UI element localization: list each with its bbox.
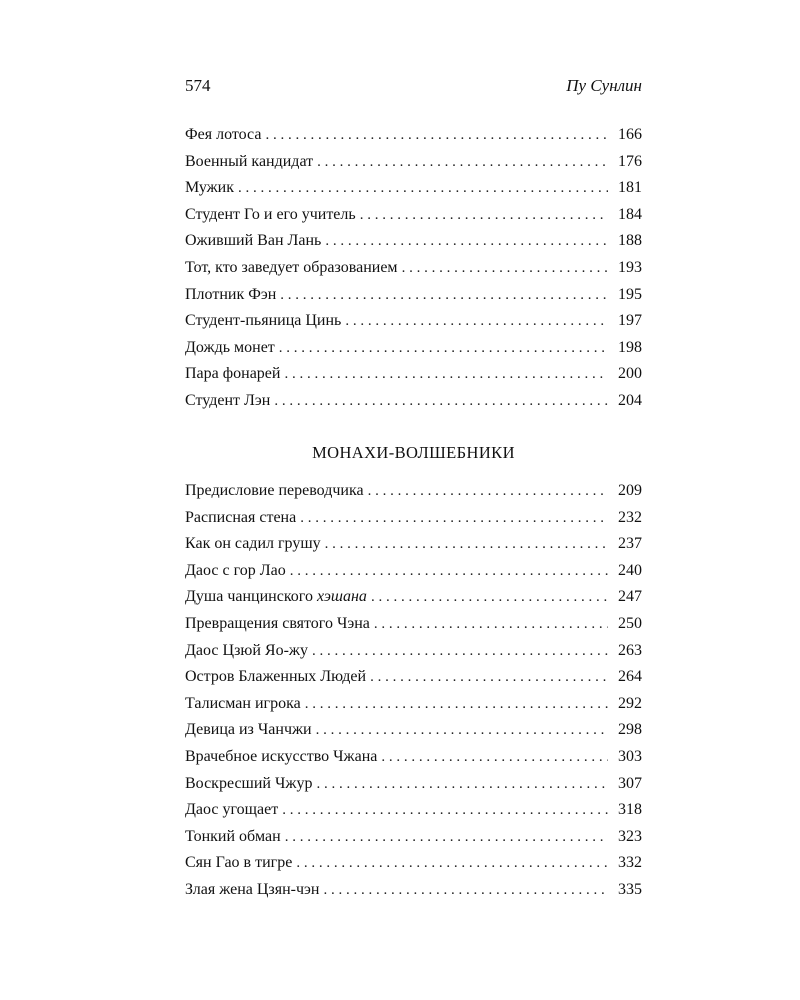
toc-entry-title: Даос Цзюй Яо-жу xyxy=(185,641,308,659)
dot-leader xyxy=(316,771,608,798)
toc-entry xyxy=(185,175,642,202)
dot-leader xyxy=(312,638,608,665)
running-head xyxy=(185,74,642,98)
dot-leader xyxy=(370,664,608,691)
table-of-contents-top xyxy=(185,122,642,415)
dot-leader xyxy=(381,744,608,771)
toc-entry-title: Плотник Фэн xyxy=(185,285,277,303)
toc-entry-title: Расписная стена xyxy=(185,508,297,526)
toc-entry xyxy=(185,717,642,744)
toc-entry-title: Оживший Ван Лань xyxy=(185,232,322,250)
toc-entry xyxy=(185,388,642,415)
toc-entry-page: 303 xyxy=(618,747,642,765)
dot-leader xyxy=(316,717,608,744)
dot-leader xyxy=(325,228,608,255)
toc-entry-title: Мужик xyxy=(185,179,235,197)
toc-entry-title: Студент Лэн xyxy=(185,391,271,409)
dot-leader xyxy=(265,122,608,149)
toc-entry xyxy=(185,255,642,282)
dot-leader xyxy=(282,797,608,824)
toc-entry-page: 247 xyxy=(618,588,642,606)
toc-entry-page: 181 xyxy=(618,179,642,197)
toc-entry-page: 232 xyxy=(618,508,642,526)
toc-entry-page: 176 xyxy=(618,152,642,170)
table-of-contents-section xyxy=(185,478,642,904)
toc-entry-page: 209 xyxy=(618,482,642,499)
toc-entry xyxy=(185,531,642,558)
dot-leader xyxy=(296,850,608,877)
toc-entry xyxy=(185,850,642,877)
toc-entry xyxy=(185,797,642,824)
toc-entry-page: 292 xyxy=(618,694,642,712)
toc-entry xyxy=(185,584,642,611)
toc-entry-page: 264 xyxy=(618,668,642,686)
toc-entry xyxy=(185,202,642,229)
author-name: Пу Сунлин xyxy=(566,76,642,95)
toc-entry-title: Фея лотоса xyxy=(185,126,262,143)
toc-entry-page: 195 xyxy=(618,285,642,303)
dot-leader xyxy=(317,149,608,176)
toc-entry-page: 188 xyxy=(618,232,642,250)
toc-entry xyxy=(185,771,642,798)
toc-entry xyxy=(185,335,642,362)
toc-entry xyxy=(185,308,642,335)
toc-entry xyxy=(185,611,642,638)
toc-entry-title: Талисман игрока xyxy=(185,694,301,712)
dot-leader xyxy=(325,531,608,558)
dot-leader xyxy=(300,505,608,532)
toc-entry-page: 197 xyxy=(618,312,642,330)
toc-entry-title: Студент-пьяница Цинь xyxy=(185,312,342,330)
dot-leader xyxy=(368,478,608,505)
toc-entry-page: 318 xyxy=(618,801,642,819)
dot-leader xyxy=(305,691,608,718)
dot-leader xyxy=(279,335,608,362)
toc-entry-title: Воскресший Чжур xyxy=(185,774,313,792)
toc-entry xyxy=(185,361,642,388)
dot-leader xyxy=(274,388,608,415)
toc-entry-page: 166 xyxy=(618,126,642,143)
dot-leader xyxy=(285,824,608,851)
toc-entry xyxy=(185,824,642,851)
dot-leader xyxy=(280,282,608,309)
toc-entry xyxy=(185,744,642,771)
dot-leader xyxy=(323,877,608,904)
toc-entry-page: 263 xyxy=(618,641,642,659)
toc-entry-title: Даос угощает xyxy=(185,801,279,819)
toc-entry-page: 198 xyxy=(618,338,642,356)
toc-entry xyxy=(185,122,642,149)
dot-leader xyxy=(284,361,608,388)
toc-entry-title: Как он садил грушу xyxy=(185,535,321,553)
toc-entry-page: 193 xyxy=(618,258,642,276)
toc-entry xyxy=(185,505,642,532)
dot-leader xyxy=(290,558,608,585)
toc-entry-page: 335 xyxy=(618,880,642,898)
dot-leader xyxy=(402,255,608,282)
toc-entry xyxy=(185,664,642,691)
toc-entry-page: 200 xyxy=(618,365,642,383)
section-heading: МОНАХИ-ВОЛШЕБНИКИ xyxy=(312,443,515,462)
toc-entry-title-prefix: Душа чанцинского xyxy=(185,588,317,606)
toc-entry-page: 323 xyxy=(618,827,642,845)
toc-entry-title: Военный кандидат xyxy=(185,152,314,170)
dot-leader xyxy=(374,611,608,638)
toc-entry-title: Тонкий обман xyxy=(185,827,281,845)
dot-leader xyxy=(371,584,608,611)
toc-entry-title xyxy=(185,584,371,611)
toc-entry xyxy=(185,149,642,176)
toc-entry-page: 204 xyxy=(618,391,642,409)
dot-leader xyxy=(345,308,608,335)
toc-entry-page: 250 xyxy=(618,614,642,632)
toc-entry-title: Пара фонарей xyxy=(185,365,281,383)
toc-entry-title: Дождь монет xyxy=(185,338,275,356)
toc-entry-title: Врачебное искусство Чжана xyxy=(185,747,378,765)
toc-entry-title-italic: хэшана xyxy=(316,588,367,606)
toc-entry xyxy=(185,877,642,904)
toc-entry xyxy=(185,691,642,718)
toc-entry-page: 240 xyxy=(618,561,642,579)
toc-entry xyxy=(185,282,642,309)
toc-entry-title: Студент Го и его учитель xyxy=(185,205,356,223)
toc-entry-title: Тот, кто заведует образованием xyxy=(185,258,398,276)
dot-leader xyxy=(360,202,608,229)
toc-entry-page: 307 xyxy=(618,774,642,792)
toc-entry-title: Превращения святого Чэна xyxy=(185,614,370,632)
toc-entry-title: Девица из Чанчжи xyxy=(185,721,312,739)
toc-entry xyxy=(185,228,642,255)
toc-entry-title: Злая жена Цзян-чэн xyxy=(185,880,320,898)
toc-entry-page: 298 xyxy=(618,721,642,739)
toc-entry-page: 332 xyxy=(618,854,642,872)
toc-entry-page: 237 xyxy=(618,535,642,553)
toc-entry xyxy=(185,638,642,665)
dot-leader xyxy=(238,175,608,202)
toc-entry-title: Предисловие переводчика xyxy=(185,482,364,499)
toc-entry-page: 184 xyxy=(618,205,642,223)
page-number: 574 xyxy=(185,76,211,95)
toc-entry-title: Остров Блаженных Людей xyxy=(185,668,367,686)
toc-entry-title: Даос с гор Лао xyxy=(185,561,286,579)
toc-entry xyxy=(185,558,642,585)
toc-entry xyxy=(185,478,642,505)
toc-entry-title: Сян Гао в тигре xyxy=(185,854,293,872)
